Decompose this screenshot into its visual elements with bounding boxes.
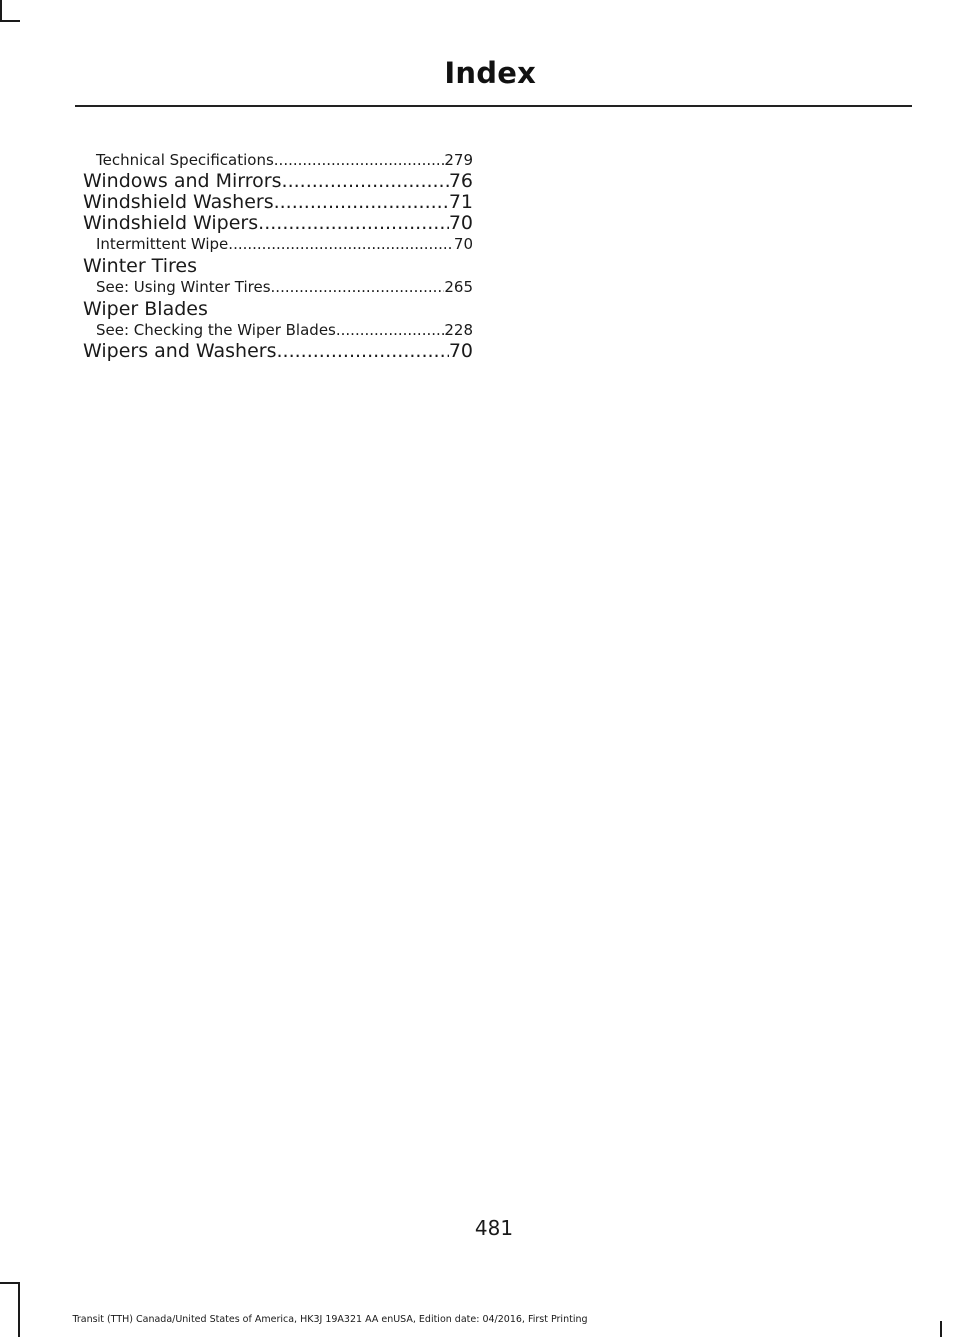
index-entry-page: 76 <box>448 171 473 192</box>
header-divider <box>75 105 912 107</box>
dot-leader <box>277 341 449 362</box>
index-entry[interactable] <box>83 171 473 192</box>
index-entry-page: 71 <box>448 192 473 213</box>
index-heading: Wiper Blades <box>83 298 208 320</box>
crop-mark-top-left-horizontal <box>0 20 20 22</box>
index-entry-label: See: Checking the Wiper Blades <box>96 321 336 339</box>
index-entry-label: Wipers and Washers <box>83 341 277 362</box>
index-entry-label: Windshield Wipers <box>83 213 259 234</box>
crop-mark-bottom-left-horizontal <box>0 1282 20 1284</box>
index-entry-page: 70 <box>448 341 473 362</box>
page-title: Index <box>444 56 536 90</box>
index-entry-page: 70 <box>448 213 473 234</box>
index-subentry[interactable] <box>83 277 473 298</box>
index-entry[interactable] <box>83 341 473 362</box>
dot-leader <box>282 171 449 192</box>
dot-leader <box>228 234 454 255</box>
index-entry-label: Technical Specifications <box>96 151 274 169</box>
index-entry-label: See: Using Winter Tires <box>96 278 271 296</box>
index-entry-label: Intermittent Wipe <box>96 235 229 253</box>
index-entry-page: 279 <box>444 151 473 169</box>
index-entry-page: 265 <box>444 278 473 296</box>
index-heading: Winter Tires <box>83 255 197 277</box>
page-number: 481 <box>474 1216 514 1240</box>
index-subentry[interactable] <box>83 320 473 341</box>
dot-leader <box>271 277 445 298</box>
crop-mark-bottom-left-vertical <box>18 1282 20 1337</box>
dot-leader <box>258 213 449 234</box>
dot-leader <box>274 150 445 171</box>
footer-edition-info: Transit (TTH) Canada/United States of America, HK3J 19A321 AA enUSA, Edition date: 04/2016, First Printing <box>72 1314 588 1325</box>
crop-mark-bottom-right-vertical <box>940 1321 942 1337</box>
dot-leader <box>336 320 444 341</box>
crop-mark-top-left-vertical <box>0 0 2 22</box>
index-list <box>83 146 473 362</box>
index-entry[interactable] <box>83 192 473 213</box>
index-entry[interactable] <box>83 213 473 234</box>
index-subentry[interactable] <box>83 234 473 255</box>
dot-leader <box>274 192 449 213</box>
index-subentry[interactable] <box>83 150 473 171</box>
index-entry-label: Windshield Washers <box>83 192 274 213</box>
index-entry-page: 70 <box>453 235 473 253</box>
index-entry-page: 228 <box>444 321 473 339</box>
index-entry-label: Windows and Mirrors <box>83 171 282 192</box>
